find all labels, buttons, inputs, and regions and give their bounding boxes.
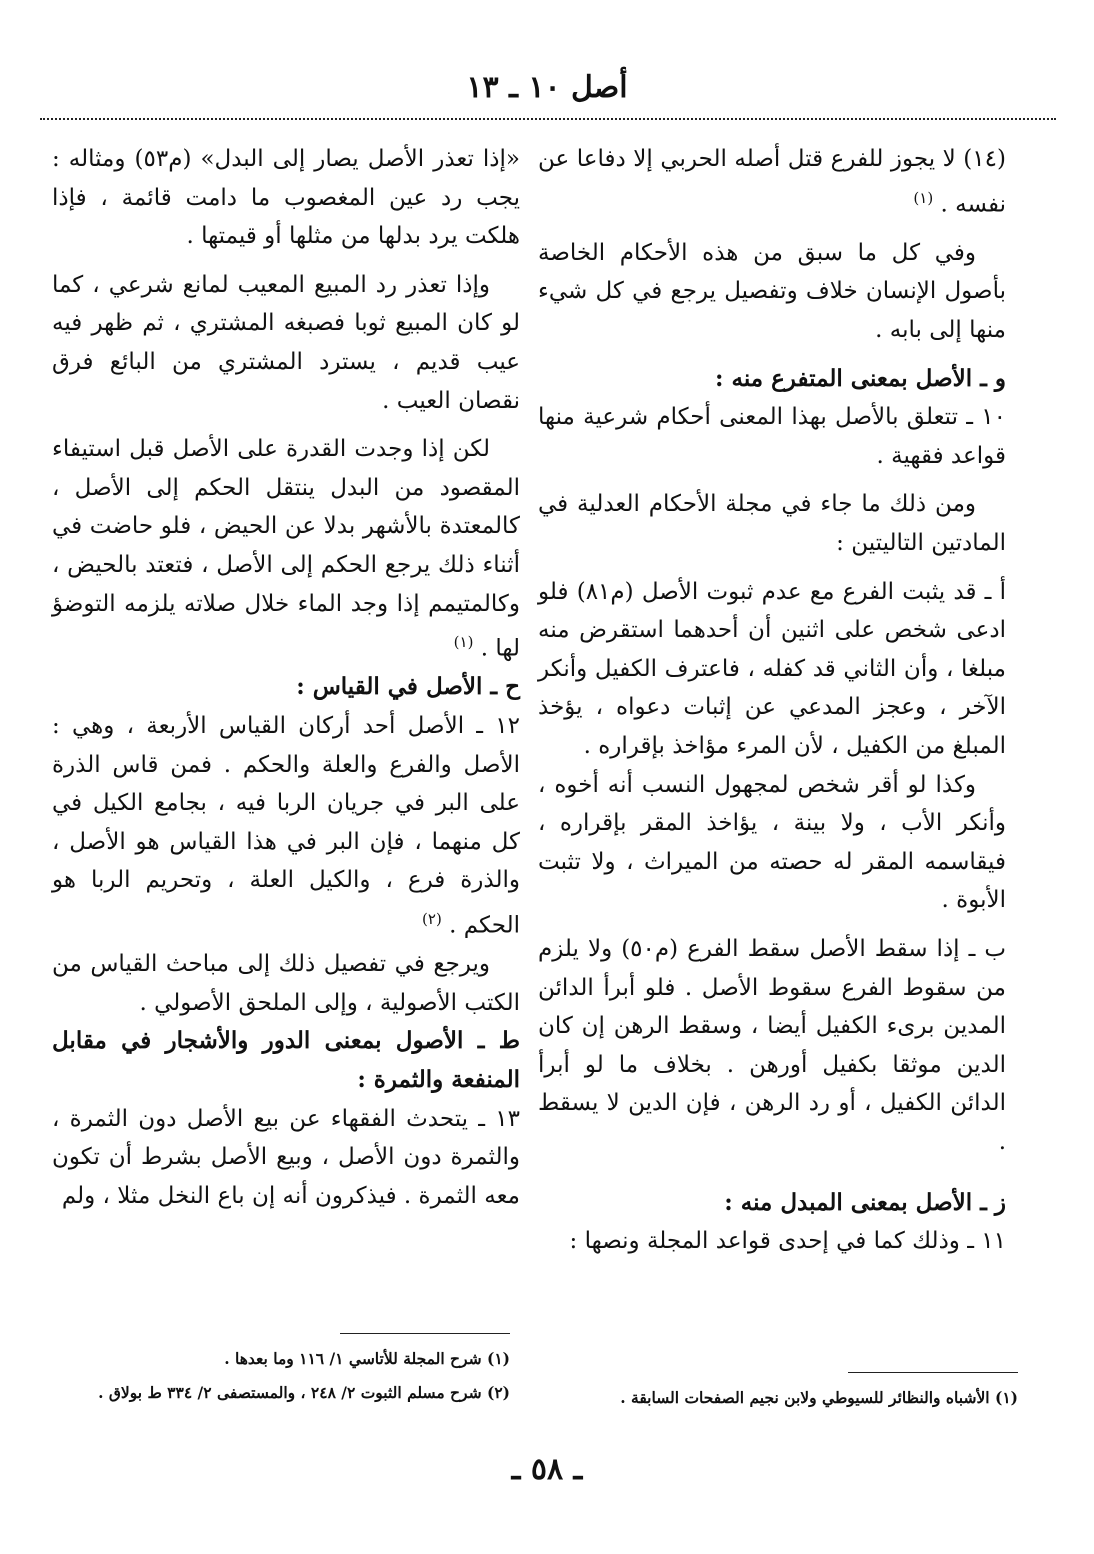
- section-heading: ح ـ الأصل في القياس :: [296, 673, 520, 701]
- paragraph-text: ١٢ ـ الأصل أحد أركان القياس الأربعة ، وهي : الأصل والفرع والعلة والحكم . فمن قاس الذرة على البر في جريان الربا فيه ، بجامع الكيل في كل منهما ، فإن البر في هذا القياس هو الأصل ، والذرة فرع ، والكيل العلة ، وتحريم الربا هو الحكم .: [52, 712, 520, 939]
- left-column: [52, 140, 520, 1225]
- paragraph: أ ـ قد يثبت الفرع مع عدم ثبوت الأصل (م٨١) فلو ادعى شخص على اثنين أن أحدهما استقرض منه مبلغا ، وأن الثاني قد كفله ، فاعترف الكفيل وأنكر الآخر ، وعجز المدعي عن إثبات دعواه ، يؤخذ المبلغ من الكفيل ، لأن المرء مؤاخذ بإقراره .: [538, 578, 1006, 759]
- footnote-ref: (١): [453, 633, 474, 652]
- paragraph: وفي كل ما سبق من هذه الأحكام الخاصة بأصول الإنسان خلاف وتفصيل يرجع في كل شيء منها إلى بابه .: [538, 239, 1006, 344]
- footnotes-right: [548, 1372, 1018, 1415]
- paragraph: «إذا تعذر الأصل يصار إلى البدل» (م٥٣) ومثاله : يجب رد عين المغصوب ما دامت قائمة ، فإذا هلكت يرد بدلها من مثلها أو قيمتها .: [52, 146, 520, 250]
- section-heading: ز ـ الأصل بمعنى المبدل منه :: [724, 1188, 1006, 1216]
- paragraph: ويرجع في تفصيل ذلك إلى مباحث القياس من الكتب الأصولية ، وإلى الملحق الأصولي .: [52, 951, 520, 1016]
- paragraph: [538, 140, 1006, 224]
- footnote: (١) شرح المجلة للأتاسي ١/ ١١٦ وما بعدها .: [224, 1349, 510, 1368]
- footnote-ref: (١): [913, 188, 934, 207]
- section-heading: و ـ الأصل بمعنى المتفرع منه :: [714, 364, 1006, 392]
- footnotes-left: [40, 1333, 510, 1410]
- paragraph: ب ـ إذا سقط الأصل سقط الفرع (م٥٠) ولا يلزم من سقوط الفرع سقوط الأصل . فلو أبرأ الدائن المدين برىء الكفيل أيضا ، وسقط الرهن إن كان الدين موثقا بكفيل أورهن . بخلاف ما لو أبرأ الدائن الكفيل ، أو رد الرهن ، فإن الدين لا يسقط .: [538, 935, 1006, 1155]
- footnote: (١) الأشباه والنظائر للسيوطي ولابن نجيم الصفحات السابقة .: [620, 1388, 1018, 1407]
- section-heading: ط ـ الأصول بمعنى الدور والأشجار في مقابل المنفعة والثمرة :: [52, 1027, 520, 1093]
- paragraph-text: (١٤) لا يجوز للفرع قتل أصله الحربي إلا دفاعا عن نفسه .: [538, 146, 1006, 218]
- paragraph: ١١ ـ وذلك كما في إحدى قواعد المجلة ونصها :: [569, 1228, 1006, 1255]
- header-dotted-rule: [40, 118, 1056, 120]
- footnote: (٢) شرح مسلم الثبوت ٢/ ٢٤٨ ، والمستصفى ٢/ ٣٣٤ ط بولاق .: [98, 1383, 510, 1402]
- footnote-rule: [848, 1372, 1018, 1373]
- paragraph: ومن ذلك ما جاء في مجلة الأحكام العدلية في المادتين التاليتين :: [538, 491, 1006, 556]
- footnote-ref: (٢): [422, 909, 442, 928]
- paragraph: [52, 707, 520, 945]
- paragraph: وإذا تعذر رد المبيع المعيب لمانع شرعي ، كما لو كان المبيع ثوبا فصبغه المشتري ، ثم ظهر فيه عيب قديم ، يسترد المشتري من البائع فرق نقصان العيب .: [52, 271, 520, 414]
- footnote-rule: [340, 1333, 510, 1334]
- paragraph: ١٣ ـ يتحدث الفقهاء عن بيع الأصل دون الثمرة ، والثمرة دون الأصل ، وبيع الأصل بشرط أن تكون معه الثمرة . فيذكرون أنه إن باع النخل مثلا ، ولم: [52, 1105, 520, 1209]
- right-column: [538, 140, 1006, 1271]
- paragraph: وكذا لو أقر شخص لمجهول النسب أنه أخوه ، وأنكر الأب ، ولا بينة ، يؤاخذ المقر بإقراره ، فيقاسمه المقر له حصته من الميراث ، ولا تثبت الأبوة .: [538, 771, 1006, 914]
- page-number: ـ ٥٨ ـ: [511, 1452, 583, 1487]
- paragraph: [52, 430, 520, 668]
- paragraph-text: لكن إذا وجدت القدرة على الأصل قبل استيفاء المقصود من البدل ينتقل الحكم إلى الأصل ، كالمعتدة بالأشهر بدلا عن الحيض ، فلو حاضت في أثناء ذلك يرجع الحكم إلى الأصل ، فتعتد بالحيض ، وكالمتيمم إذا وجد الماء خلال صلاته يلزمه التوضؤ لها .: [52, 436, 520, 662]
- paragraph: ١٠ ـ تتعلق بالأصل بهذا المعنى أحكام شرعية منها قواعد فقهية .: [538, 404, 1006, 469]
- page-header: أصل ١٠ ـ ١٣: [466, 70, 628, 105]
